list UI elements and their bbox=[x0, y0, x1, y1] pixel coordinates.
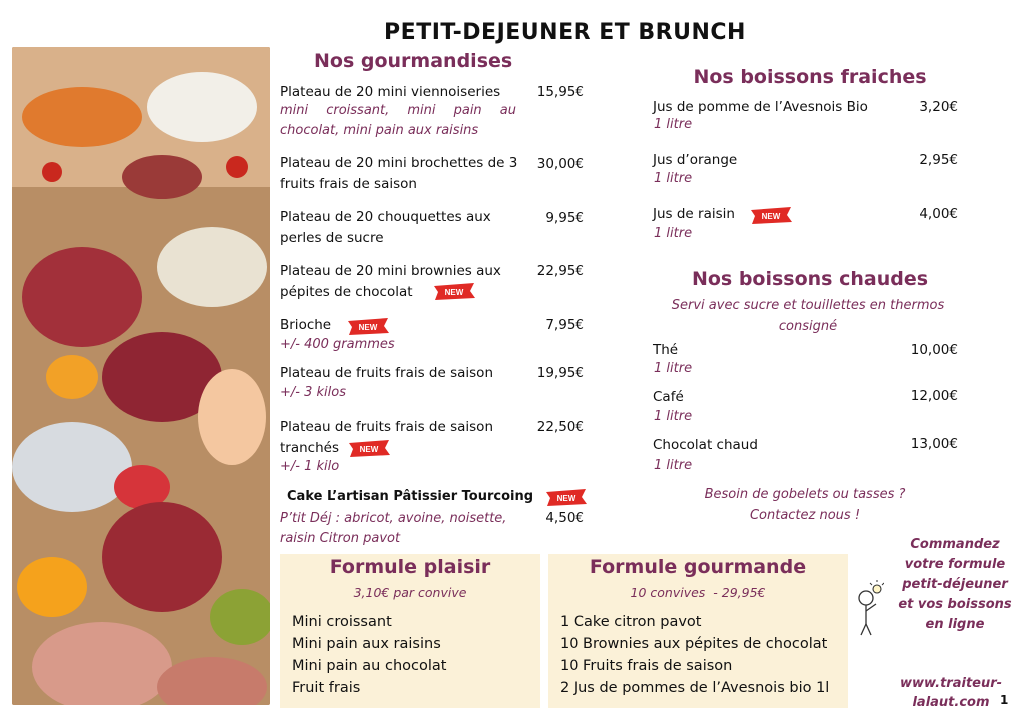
new-badge bbox=[741, 205, 793, 224]
chaudes-note: Servi avec sucre et touillettes en thermos consigné bbox=[671, 298, 945, 334]
formule-gourmande-item: 10 Fruits frais de saison bbox=[560, 658, 733, 674]
fraiche-desc-0: 1 litre bbox=[654, 117, 693, 132]
gourmandise-price-3: 22,95€ bbox=[536, 263, 584, 279]
formule-gourmande-item: 10 Brownies aux pépites de chocolat bbox=[560, 636, 828, 652]
formule-gourmande-price: 10 convives - 29,95€ bbox=[630, 585, 766, 600]
gourmandise-desc-6: +/- 1 kilo bbox=[280, 459, 340, 474]
chaude-desc-2: 1 litre bbox=[654, 458, 693, 473]
order-online-text: Commandez votre formule petit-déjeuner et vos boissons en ligne bbox=[898, 537, 1012, 632]
gourmandise-name-1: Plateau de 20 mini brochettes de 3 fruits frais de saison bbox=[280, 155, 518, 192]
charcuterie-photo bbox=[12, 47, 270, 705]
formule-plaisir-item: Fruit frais bbox=[292, 680, 361, 696]
formule-plaisir-price: 3,10€ par convive bbox=[353, 585, 467, 600]
charcuterie-illustration bbox=[12, 47, 270, 705]
new-badge bbox=[536, 487, 588, 506]
gourmandise-price-0: 15,95€ bbox=[536, 84, 584, 100]
new-badge-text: NEW bbox=[761, 212, 781, 221]
gourmandise-name-5: Plateau de fruits frais de saison bbox=[280, 365, 494, 381]
gourmandise-desc-4: +/- 400 grammes bbox=[280, 337, 395, 352]
chaude-name-2: Chocolat chaud bbox=[653, 437, 758, 453]
new-badge-text: NEW bbox=[358, 323, 378, 332]
gourmandise-desc-0: mini croissant, mini pain au chocolat, mini pain aux raisins bbox=[280, 103, 516, 138]
chaude-name-0: Thé bbox=[653, 342, 679, 358]
gourmandise-name-4: Brioche bbox=[280, 317, 332, 333]
chaudes-footer: Besoin de gobelets ou tasses ? Contactez nous ! bbox=[704, 487, 906, 523]
gourmandise-name-3: Plateau de 20 mini brownies aux pépites de chocolat bbox=[280, 263, 501, 300]
page-title: PETIT-DEJEUNER ET BRUNCH bbox=[384, 20, 746, 45]
formule-plaisir-item: Mini pain aux raisins bbox=[292, 636, 441, 652]
new-badge bbox=[338, 316, 390, 335]
gourmandise-desc-7: P’tit Déj : abricot, avoine, noisette, raisin Citron pavot bbox=[280, 511, 507, 546]
gourmandise-price-7: 4,50€ bbox=[545, 510, 584, 526]
gourmandises-heading: Nos gourmandises bbox=[314, 50, 513, 72]
page-number: 1 bbox=[1000, 693, 1009, 707]
formule-plaisir-heading: Formule plaisir bbox=[329, 556, 491, 578]
chaude-desc-1: 1 litre bbox=[654, 409, 693, 424]
gourmandise-price-2: 9,95€ bbox=[545, 210, 584, 226]
chaude-price-2: 13,00€ bbox=[910, 436, 958, 452]
fraiche-price-1: 2,95€ bbox=[919, 152, 958, 168]
chaude-price-0: 10,00€ bbox=[910, 342, 958, 358]
fraiche-price-0: 3,20€ bbox=[919, 99, 958, 115]
new-badge-text: NEW bbox=[359, 445, 379, 454]
gourmandise-price-1: 30,00€ bbox=[536, 156, 584, 172]
new-badge-text: NEW bbox=[556, 494, 576, 503]
new-badge bbox=[339, 438, 391, 457]
gourmandise-name-6: Plateau de fruits frais de saison tranchés bbox=[280, 419, 494, 456]
formule-plaisir-box bbox=[280, 554, 540, 708]
formule-gourmande-box bbox=[548, 554, 848, 708]
fraiche-name-2: Jus de raisin bbox=[653, 206, 735, 222]
chaudes-heading: Nos boissons chaudes bbox=[691, 268, 929, 290]
gourmandise-price-6: 22,50€ bbox=[536, 419, 584, 435]
new-badge-text: NEW bbox=[444, 288, 464, 297]
gourmandise-name-7: Cake L’artisan Pâtissier Tourcoing bbox=[287, 489, 534, 504]
fraiche-price-2: 4,00€ bbox=[919, 206, 958, 222]
chaude-desc-0: 1 litre bbox=[654, 361, 693, 376]
website-link[interactable]: www.traiteur-lalaut.com bbox=[899, 676, 1003, 710]
chaude-price-1: 12,00€ bbox=[910, 388, 958, 404]
formule-gourmande-item: 2 Jus de pommes de l’Avesnois bio 1l bbox=[560, 680, 830, 696]
chaude-name-1: Café bbox=[653, 389, 684, 405]
fraiche-name-1: Jus d’orange bbox=[653, 152, 738, 168]
formule-plaisir-item: Mini croissant bbox=[292, 614, 392, 630]
gourmandise-desc-5: +/- 3 kilos bbox=[280, 385, 346, 400]
person-idea-icon bbox=[856, 580, 884, 640]
formule-gourmande-heading: Formule gourmande bbox=[589, 556, 807, 578]
gourmandise-name-2: Plateau de 20 chouquettes aux perles de sucre bbox=[280, 209, 491, 246]
gourmandise-price-5: 19,95€ bbox=[536, 365, 584, 381]
gourmandise-name-0: Plateau de 20 mini viennoiseries bbox=[280, 84, 501, 100]
new-badge bbox=[424, 281, 476, 300]
gourmandise-price-4: 7,95€ bbox=[545, 317, 584, 333]
fraiche-desc-2: 1 litre bbox=[654, 226, 693, 241]
formule-gourmande-item: 1 Cake citron pavot bbox=[560, 614, 702, 630]
fraiches-heading: Nos boissons fraiches bbox=[693, 66, 927, 88]
formule-plaisir-item: Mini pain au chocolat bbox=[292, 658, 447, 674]
fraiche-desc-1: 1 litre bbox=[654, 171, 693, 186]
fraiche-name-0: Jus de pomme de l’Avesnois Bio bbox=[653, 99, 868, 115]
